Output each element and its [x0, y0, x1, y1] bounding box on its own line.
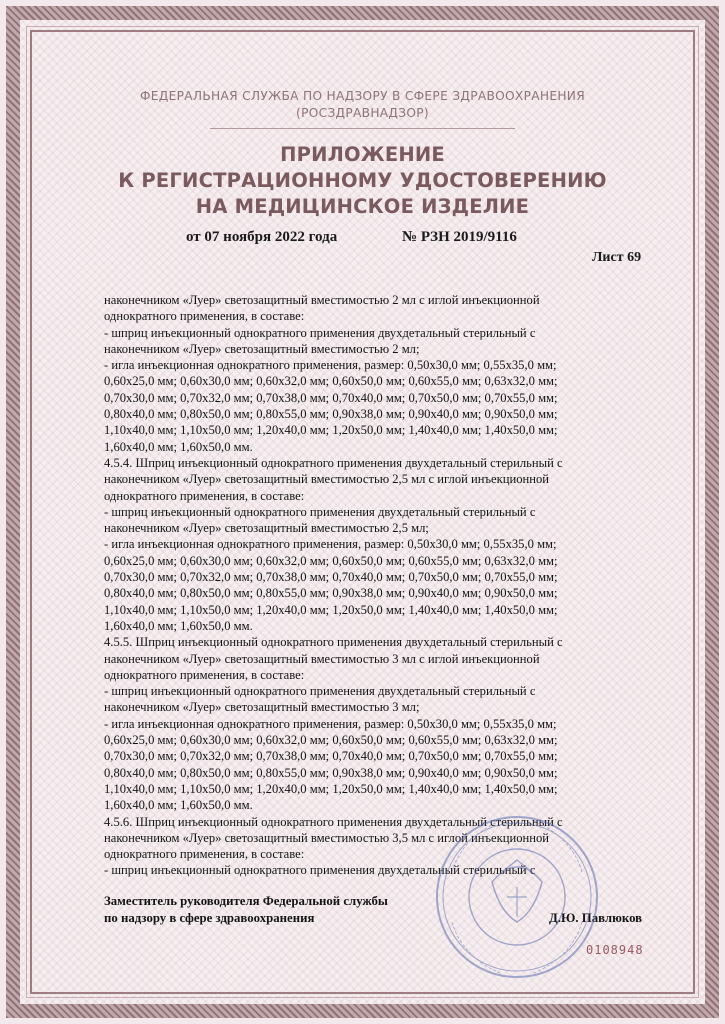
header-divider	[210, 128, 515, 129]
body-line: наконечником «Луер» светозащитный вместимостью 2 мл с иглой инъекционной	[104, 293, 540, 307]
body-line: 0,70х30,0 мм; 0,70х32,0 мм; 0,70х38,0 мм; 0,70х40,0 мм; 0,70х50,0 мм; 0,70х55,0 мм;	[104, 749, 558, 764]
body-line: 4.5.6. Шприц инъекционный однократного применения двухдетальный стерильный с	[104, 814, 563, 829]
title-line-3: НА МЕДИЦИНСКОЕ ИЗДЕЛИЕ	[195, 195, 530, 218]
body-line: наконечником «Луер» светозащитный вместимостью 2 мл;	[104, 341, 420, 356]
body-line: 0,70х30,0 мм; 0,70х32,0 мм; 0,70х38,0 мм; 0,70х40,0 мм; 0,70х50,0 мм; 0,70х55,0 мм;	[104, 390, 558, 405]
agency-abbr: (РОСЗДРАВНАДЗОР)	[296, 106, 429, 120]
serial-number: 0108948	[586, 943, 644, 957]
body-line: - игла инъекционная однократного применения, размер: 0,50х30,0 мм; 0,55х35,0 мм;	[104, 716, 557, 731]
body-line: 0,80х40,0 мм; 0,80х50,0 мм; 0,80х55,0 мм; 0,90х38,0 мм; 0,90х40,0 мм; 0,90х50,0 мм;	[104, 765, 558, 780]
body-line: - игла инъекционная однократного применения, размер: 0,50х30,0 мм; 0,55х35,0 мм;	[104, 537, 557, 552]
body-line: - шприц инъекционный однократного применения двухдетальный стерильный с	[104, 325, 536, 340]
title-line-2: К РЕГИСТРАЦИОННОМУ УДОСТОВЕРЕНИЮ	[118, 169, 607, 192]
signature-block	[104, 893, 664, 927]
body-line: наконечником «Луер» светозащитный вместимостью 3 мл;	[104, 700, 420, 715]
body-line: наконечником «Луер» светозащитный вместимостью 2,5 мл;	[104, 521, 429, 536]
body-line: наконечником «Луер» светозащитный вместимостью 3 мл с иглой инъекционной	[104, 651, 540, 666]
body-line: 0,80х40,0 мм; 0,80х50,0 мм; 0,80х55,0 мм; 0,90х38,0 мм; 0,90х40,0 мм; 0,90х50,0 мм;	[104, 407, 558, 422]
agency-name: ФЕДЕРАЛЬНАЯ СЛУЖБА ПО НАДЗОРУ В СФЕРЕ ЗДРАВООХРАНЕНИЯ	[140, 89, 585, 103]
body-line: 4.5.5. Шприц инъекционный однократного применения двухдетальный стерильный с	[104, 635, 563, 650]
sheet-number: Лист 69	[592, 250, 642, 265]
signatory-name: Д.Ю. Павлюков	[549, 911, 643, 925]
body-line: - шприц инъекционный однократного применения двухдетальный стерильный с	[104, 504, 536, 519]
signatory-title-2: по надзору в сфере здравоохранения	[104, 911, 315, 925]
body-line: однократного применения, в составе:	[104, 488, 305, 503]
body-line: - шприц инъекционный однократного применения двухдетальный стерильный с	[104, 863, 536, 878]
document-title	[40, 142, 685, 220]
document-body	[104, 292, 644, 879]
body-line: 0,80х40,0 мм; 0,80х50,0 мм; 0,80х55,0 мм; 0,90х38,0 мм; 0,90х40,0 мм; 0,90х50,0 мм;	[104, 586, 558, 601]
body-line: однократного применения, в составе:	[104, 847, 305, 862]
body-line: 0,60х25,0 мм; 0,60х30,0 мм; 0,60х32,0 мм; 0,60х50,0 мм; 0,60х55,0 мм; 0,63х32,0 мм;	[104, 733, 558, 748]
body-line: однократного применения, в составе:	[104, 667, 305, 682]
body-line: 1,10х40,0 мм; 1,10х50,0 мм; 1,20х40,0 мм; 1,20х50,0 мм; 1,40х40,0 мм; 1,40х50,0 мм;	[104, 423, 558, 438]
body-line: 1,60х40,0 мм; 1,60х50,0 мм.	[104, 798, 253, 813]
body-line: 4.5.4. Шприц инъекционный однократного применения двухдетальный стерильный с	[104, 455, 563, 470]
agency-header	[40, 88, 685, 122]
registration-number: № РЗН 2019/9116	[402, 229, 517, 245]
signatory-title-1: Заместитель руководителя Федеральной службы	[104, 894, 388, 908]
document-date: от 07 ноября 2022 года	[186, 229, 338, 245]
body-line: однократного применения, в составе:	[104, 309, 305, 324]
body-line: наконечником «Луер» светозащитный вместимостью 3,5 мл с иглой инъекционной	[104, 830, 550, 845]
body-line: 1,10х40,0 мм; 1,10х50,0 мм; 1,20х40,0 мм; 1,20х50,0 мм; 1,40х40,0 мм; 1,40х50,0 мм;	[104, 602, 558, 617]
body-line: 1,60х40,0 мм; 1,60х50,0 мм.	[104, 618, 253, 633]
body-line: 0,70х30,0 мм; 0,70х32,0 мм; 0,70х38,0 мм; 0,70х40,0 мм; 0,70х50,0 мм; 0,70х55,0 мм;	[104, 570, 558, 585]
body-line: 0,60х25,0 мм; 0,60х30,0 мм; 0,60х32,0 мм; 0,60х50,0 мм; 0,60х55,0 мм; 0,63х32,0 мм;	[104, 553, 558, 568]
body-line: наконечником «Луер» светозащитный вместимостью 2,5 мл с иглой инъекционной	[104, 472, 550, 487]
title-line-1: ПРИЛОЖЕНИЕ	[280, 143, 445, 166]
body-line: 1,60х40,0 мм; 1,60х50,0 мм.	[104, 439, 253, 454]
body-line: - шприц инъекционный однократного применения двухдетальный стерильный с	[104, 684, 536, 699]
body-line: - игла инъекционная однократного применения, размер: 0,50х30,0 мм; 0,55х35,0 мм;	[104, 358, 557, 373]
body-line: 0,60х25,0 мм; 0,60х30,0 мм; 0,60х32,0 мм; 0,60х50,0 мм; 0,60х55,0 мм; 0,63х32,0 мм;	[104, 374, 558, 389]
body-line: 1,10х40,0 мм; 1,10х50,0 мм; 1,20х40,0 мм; 1,20х50,0 мм; 1,40х40,0 мм; 1,40х50,0 мм;	[104, 781, 558, 796]
